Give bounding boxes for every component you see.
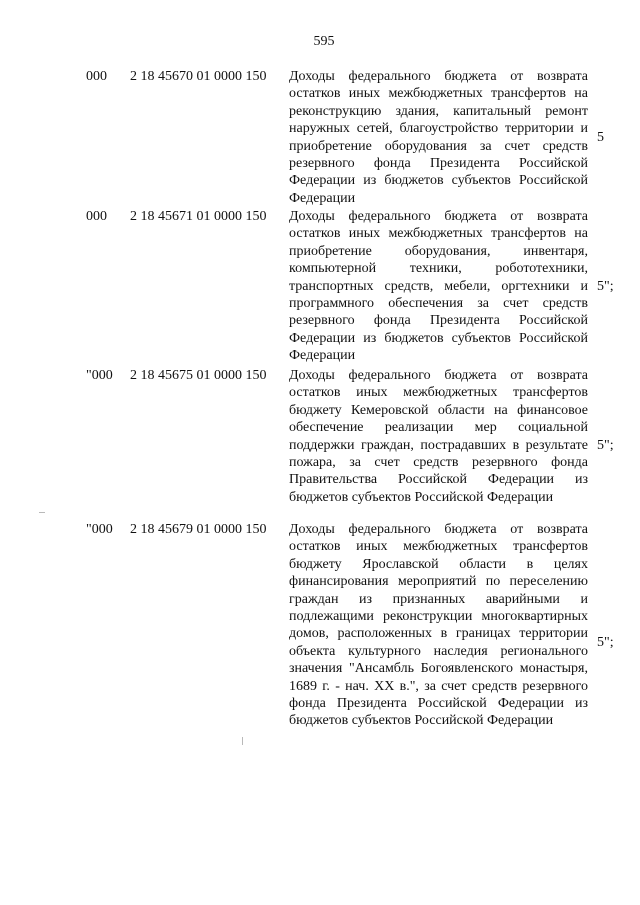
entry-amount: 5"; <box>597 635 614 650</box>
scan-mark <box>39 512 45 513</box>
budget-classification-code: 2 18 45675 01 0000 150 <box>130 368 267 383</box>
entry-description: Доходы федерального бюджета от возврата остатков иных межбюджетных трансфертов бюджету Ярославской области в целях финансирования мероприятий по переселению граждан из признанных аварийными и подлежащими реконструкции многоквартирных домов, расположенных в границах территории объекта культурного наследия регионального значения "Ансамбль Богоявленского монастыря, 1689 г. - нач. XX в.", за счет средств резервного фонда Президента Российской Федерации из бюджетов субъектов Российской Федерации <box>289 522 588 729</box>
page-number: 595 <box>313 34 335 49</box>
entry-amount: 5"; <box>597 438 614 453</box>
admin-code: "000 <box>86 368 113 383</box>
scan-mark <box>242 737 243 745</box>
entry-amount: 5"; <box>597 279 614 294</box>
entry-description: Доходы федерального бюджета от возврата остатков иных межбюджетных трансфертов на приобретение оборудования, инвентаря, компьютерной техники, робототехники, транспортных средств, мебели, оргтехники и программного обеспечения за счет средств резервного фонда Президента Российской Федерации из бюджетов субъектов Российской Федерации <box>289 209 588 364</box>
entry-amount: 5 <box>597 130 604 145</box>
budget-classification-code: 2 18 45679 01 0000 150 <box>130 522 267 537</box>
entry-description: Доходы федерального бюджета от возврата остатков иных межбюджетных трансфертов бюджету Кемеровской области на финансовое обеспечение реализации мер социальной поддержки граждан, пострадавших в результате пожара, за счет средств резервного фонда Правительства Российской Федерации из бюджетов субъектов Российской Федерации <box>289 368 588 505</box>
admin-code: "000 <box>86 522 113 537</box>
entry-description: Доходы федерального бюджета от возврата остатков иных межбюджетных трансфертов на реконструкцию здания, капитальный ремонт наружных сетей, благоустройство территории и приобретение оборудования за счет средств резервного фонда Президента Российской Федерации из бюджетов субъектов Российской Федерации <box>289 69 588 206</box>
admin-code: 000 <box>86 209 107 224</box>
admin-code: 000 <box>86 69 107 84</box>
budget-classification-code: 2 18 45670 01 0000 150 <box>130 69 267 84</box>
budget-classification-code: 2 18 45671 01 0000 150 <box>130 209 267 224</box>
